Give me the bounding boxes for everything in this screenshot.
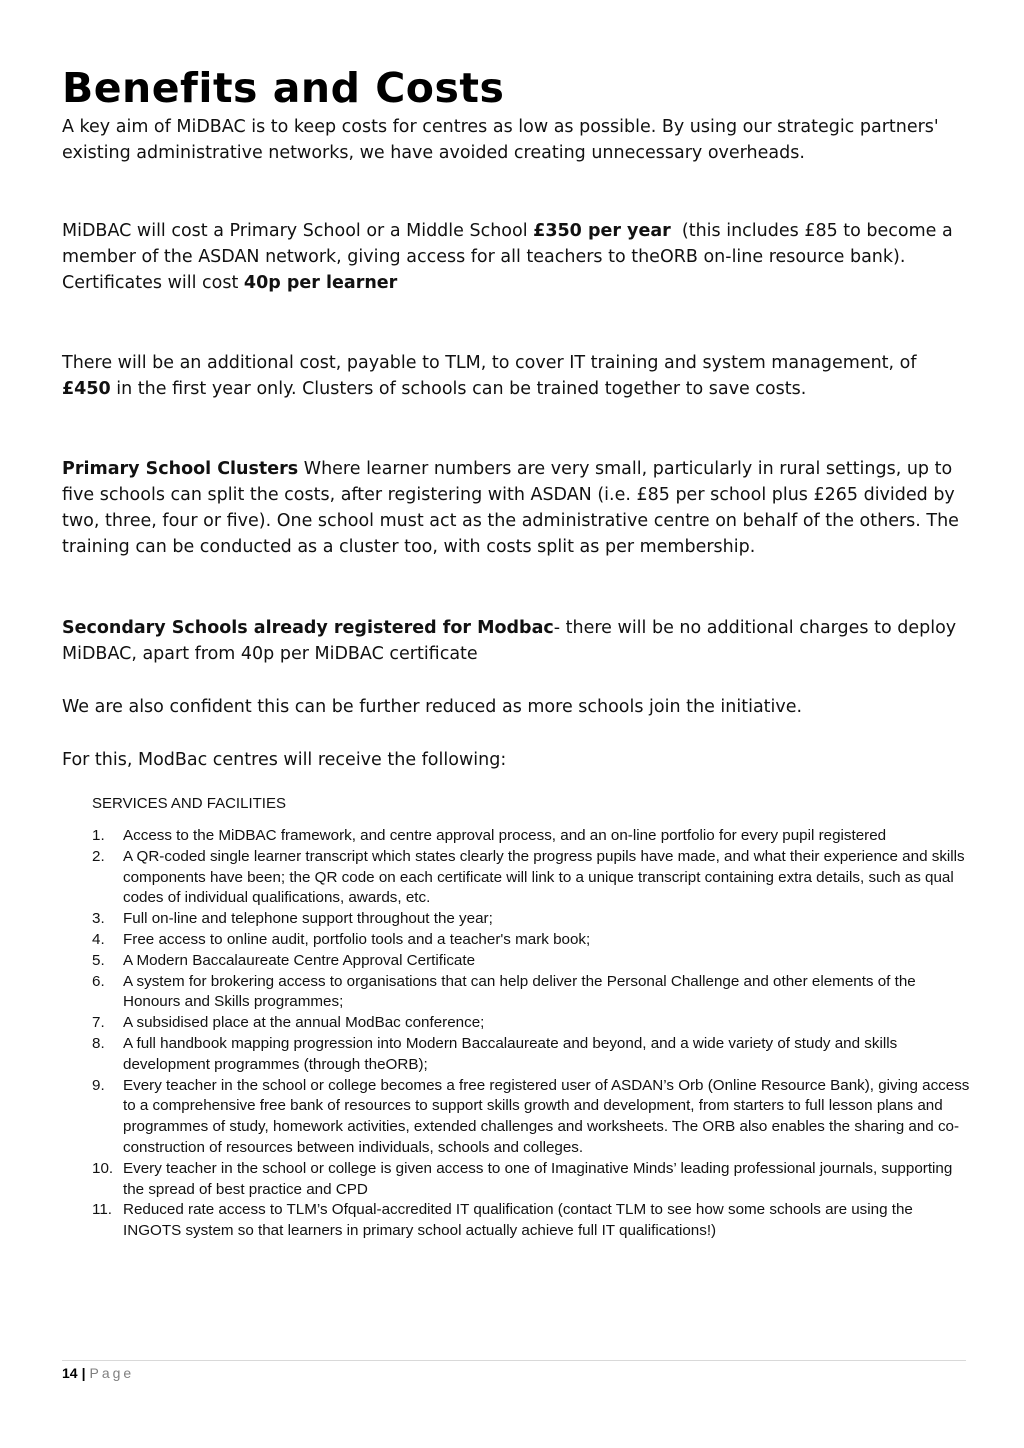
list-item-number: 7. bbox=[92, 1014, 105, 1032]
cost-text-2: (this includes £85 to become a member of the ASDAN network, giving access for all teachers to theORB on-line resource bank). Certificates will cost bbox=[62, 221, 959, 293]
primary-clusters-heading: Primary School Clusters bbox=[62, 459, 299, 479]
list-item bbox=[92, 847, 972, 909]
list-item-number: 9. bbox=[92, 1076, 105, 1094]
cost-text-1: MiDBAC will cost a Primary School or a Middle School bbox=[62, 221, 534, 241]
list-item-text: Access to the MiDBAC framework, and centre approval process, and an on-line portfolio for every pupil registered bbox=[123, 827, 887, 844]
primary-clusters-paragraph bbox=[62, 456, 962, 560]
secondary-schools-heading: Secondary Schools already registered for Modbac bbox=[62, 618, 554, 638]
tlm-text-1: There will be an additional cost, payable to TLM, to cover IT training and system management, of bbox=[62, 353, 917, 373]
page-footer bbox=[62, 1363, 134, 1383]
services-intro-paragraph: For this, ModBac centres will receive the following: bbox=[62, 750, 507, 770]
list-item bbox=[92, 1200, 972, 1242]
list-item-text: Every teacher in the school or college is given access to one of Imaginative Minds’ leading professional journals, supporting the spread of best practice and CPD bbox=[123, 1159, 953, 1198]
list-item bbox=[92, 972, 972, 1014]
page-title: Benefits and Costs bbox=[62, 64, 505, 112]
page-number: 14 bbox=[62, 1365, 78, 1381]
list-item bbox=[92, 930, 972, 951]
list-item-text: Every teacher in the school or college becomes a free registered user of ASDAN’s Orb (Online Resource Bank), giving access to a comprehensive free bank of resources to support skills growth and development, from starters to full lesson plans and programmes of study, homework activities, extended challenges and worksheets. The ORB also enables the sharing and co-construction of resources between individuals, schools and colleges. bbox=[123, 1076, 970, 1156]
list-item bbox=[92, 826, 972, 847]
list-item-text: A subsidised place at the annual ModBac conference; bbox=[123, 1014, 485, 1032]
tlm-cost-paragraph bbox=[62, 350, 962, 402]
list-item bbox=[92, 1159, 972, 1201]
list-item bbox=[92, 1076, 972, 1159]
cost-per-year: £350 per year bbox=[533, 221, 671, 241]
list-item bbox=[92, 1034, 972, 1076]
list-item bbox=[92, 1013, 972, 1034]
reduction-paragraph: We are also confident this can be further reduced as more schools join the initiative. bbox=[62, 697, 803, 717]
list-item-text: Reduced rate access to TLM’s Ofqual-accredited IT qualification (contact TLM to see how some schools are using the INGOTS system so that learners in primary school actually achieve full IT qualifications!) bbox=[123, 1201, 913, 1240]
list-item-number: 1. bbox=[92, 827, 105, 844]
list-item-number: 2. bbox=[92, 847, 105, 865]
footer-divider bbox=[62, 1360, 966, 1361]
list-item-text: A full handbook mapping progression into Modern Baccalaureate and beyond, and a wide variety of study and skills development programmes (through theORB); bbox=[123, 1034, 898, 1073]
list-item-number: 8. bbox=[92, 1034, 105, 1052]
list-item-number: 3. bbox=[92, 910, 105, 928]
list-item-text: Free access to online audit, portfolio tools and a teacher's mark book; bbox=[123, 930, 591, 948]
list-item-text: Full on-line and telephone support throughout the year; bbox=[123, 910, 493, 928]
list-item bbox=[92, 909, 972, 930]
list-item-text: A Modern Baccalaureate Centre Approval Certificate bbox=[123, 951, 476, 969]
primary-clusters-text: Where learner numbers are very small, particularly in rural settings, up to five schools can split the costs, after registering with ASDAN (i.e. £85 per school plus £265 divided by two, three, four or five). One school must act as the administrative centre on behalf of the others. The training can be conducted as a cluster too, with costs split as per membership. bbox=[62, 459, 959, 557]
list-item bbox=[92, 951, 972, 972]
list-item-number: 4. bbox=[92, 930, 105, 948]
list-item-text: A system for brokering access to organisations that can help deliver the Personal Challenge and other elements of the Honours and Skills programmes; bbox=[123, 972, 916, 1011]
intro-paragraph: A key aim of MiDBAC is to keep costs for centres as low as possible. By using our strategic partners' existing administrative networks, we have avoided creating unnecessary overheads. bbox=[62, 117, 939, 163]
tlm-text-2: in the first year only. Clusters of schools can be trained together to save costs. bbox=[110, 379, 807, 399]
list-item-number: 10. bbox=[92, 1159, 114, 1177]
cost-per-learner: 40p per learner bbox=[243, 273, 398, 293]
midbac-cost-paragraph bbox=[62, 218, 962, 296]
list-item-number: 5. bbox=[92, 951, 105, 969]
services-list bbox=[92, 826, 972, 1242]
list-item-text: A QR-coded single learner transcript which states clearly the progress pupils have made, and what their experience and skills components have been; the QR code on each certificate will link to a unique transcript containing extra details, such as qual codes of individual qualifications, awards, etc. bbox=[123, 847, 965, 907]
list-item-number: 6. bbox=[92, 972, 105, 990]
services-heading: SERVICES AND FACILITIES bbox=[92, 795, 286, 812]
secondary-schools-text: - there will be no additional charges to deploy MiDBAC, apart from 40p per MiDBAC certificate bbox=[62, 618, 957, 664]
list-item-number: 11. bbox=[92, 1201, 112, 1219]
page-label: Page bbox=[89, 1365, 135, 1381]
footer-separator: | bbox=[81, 1365, 86, 1381]
tlm-cost-amount: £450 bbox=[62, 379, 111, 399]
secondary-schools-paragraph bbox=[62, 615, 962, 667]
